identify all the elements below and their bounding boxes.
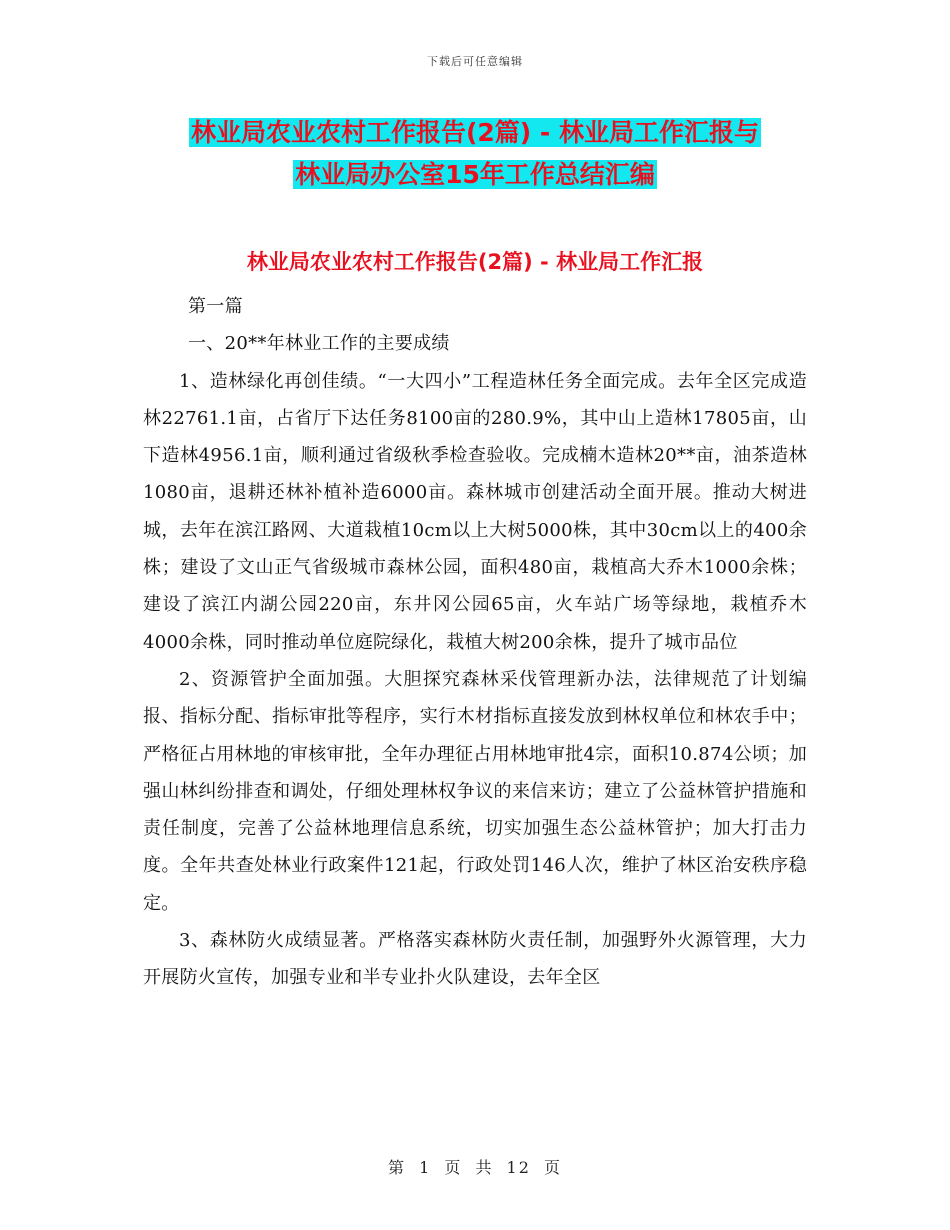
document-title xyxy=(0,112,950,196)
part-label: 第一篇 xyxy=(188,296,243,317)
section-title: 林业局农业农村工作报告(2篇) - 林业局工作汇报 xyxy=(246,250,704,274)
document-title-line-1 xyxy=(0,112,950,154)
paragraph-resource-protection: 2、资源管护全面加强。大胆探究森林采伐管理新办法，法律规范了计划编报、指标分配、指标审批等程序，实行木材指标直接发放到林权单位和林农手中；严格征占用林地的审核审批，全年办理征占用林地审批4宗，面积10.874公顷；加强山林纠纷排查和调处，仔细处理林权争议的来信来访；建立了公益林管护措施和责任制度，完善了公益林地理信息系统，切实加强生态公益林管护；加大打击力度。全年共查处林业行政案件121起，行政处罚146人次，维护了林区治安秩序稳定。 xyxy=(143,668,807,914)
title-highlight-1: 林业局农业农村工作报告(2篇) - 林业局工作汇报与 xyxy=(190,118,760,147)
document-body xyxy=(143,288,807,997)
section-heading: 一、20**年林业工作的主要成绩 xyxy=(188,333,450,355)
page-header-note: 下载后可任意编辑 xyxy=(427,55,523,68)
document-title-line-2 xyxy=(0,154,950,196)
title-highlight-2: 林业局办公室15年工作总结汇编 xyxy=(295,160,655,189)
paragraph-fire-prevention: 3、森林防火成绩显著。严格落实森林防火责任制，加强野外火源管理，大力开展防火宣传，加强专业和半专业扑火队建设，去年全区 xyxy=(143,930,807,989)
page-number: 第 1 页 共 12 页 xyxy=(388,1158,562,1177)
paragraph-afforestation: 1、造林绿化再创佳绩。“一大四小”工程造林任务全面完成。去年全区完成造林22761.1亩，占省厅下达任务8100亩的280.9%，其中山上造林17805亩，山下造林4956.1亩，顺利通过省级秋季检查验收。完成楠木造林20**亩，油茶造林1080亩，退耕还林补植补造6000亩。森林城市创建活动全面开展。推动大树进城，去年在滨江路网、大道栽植10cm以上大树5000株，其中30cm以上的400余株；建设了文山正气省级城市森林公园，面积480亩，栽植高大乔木1000余株；建设了滨江内湖公园220亩，东井冈公园65亩，火车站广场等绿地，栽植乔木4000余株，同时推动单位庭院绿化，栽植大树200余株，提升了城市品位 xyxy=(143,370,807,653)
